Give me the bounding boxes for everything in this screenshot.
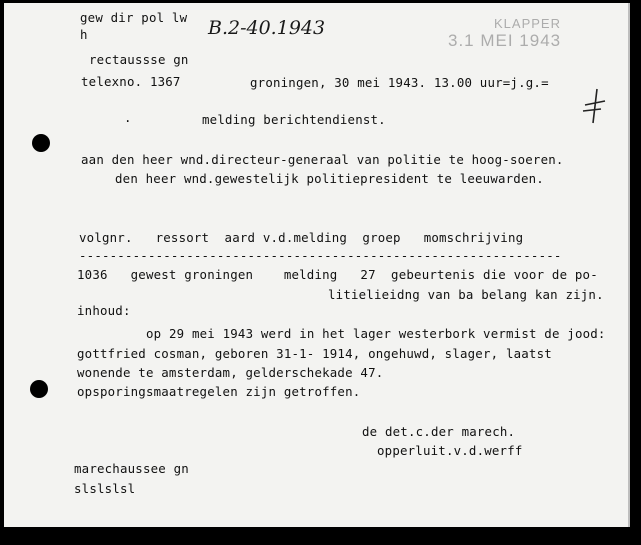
handwritten-reference: B.2-40.1943 <box>208 17 326 39</box>
table-row-2: litielieidng van ba belang kan zijn. <box>328 287 604 302</box>
sender-line-1: gew dir pol lw <box>80 10 188 25</box>
klapper-stamp-name: KLAPPER <box>494 16 561 31</box>
table-row-1: 1036 gewest groningen melding 27 gebeurtenis die voor de po- <box>77 267 598 282</box>
telex-sheet <box>4 3 630 527</box>
addressee-line-1: aan den heer wnd.directeur-generaal van politie te hoog-soeren. <box>81 152 564 167</box>
sender-line-2: h <box>80 27 88 42</box>
content-line-3: wonende te amsterdam, gelderschekade 47. <box>77 365 384 380</box>
sender-line-3: rectaussse gn <box>89 52 189 67</box>
content-label: inhoud: <box>77 303 131 318</box>
footer-line-1: marechaussee gn <box>74 461 189 476</box>
bullet-dot: . <box>124 110 132 125</box>
handwritten-check-mark-icon <box>579 87 607 127</box>
content-line-1: op 29 mei 1943 werd in het lager westerbork vermist de jood: <box>146 326 606 341</box>
footer-line-2: slslslsl <box>74 481 136 496</box>
subject-line: melding berichtendienst. <box>202 112 386 127</box>
signature-line-1: de det.c.der marech. <box>362 424 516 439</box>
punch-hole-bottom <box>30 380 48 398</box>
punch-hole-top <box>32 134 50 152</box>
content-line-4: opsporingsmaatregelen zijn getroffen. <box>77 384 361 399</box>
place-date-time: groningen, 30 mei 1943. 13.00 uur=j.g.= <box>250 75 549 90</box>
content-line-2: gottfried cosman, geboren 31-1- 1914, ongehuwd, slager, laatst <box>77 346 552 361</box>
table-header: volgnr. ressort aard v.d.melding groep momschrijving <box>79 230 524 245</box>
klapper-stamp-date: 3.1 MEI 1943 <box>448 31 562 50</box>
table-rule: --------------------------------------------------------------- <box>79 248 562 263</box>
signature-line-2: opperluit.v.d.werff <box>377 443 523 458</box>
addressee-line-2: den heer wnd.gewestelijk politiepresident te leeuwarden. <box>115 171 544 186</box>
telex-number: telexno. 1367 <box>81 74 181 89</box>
